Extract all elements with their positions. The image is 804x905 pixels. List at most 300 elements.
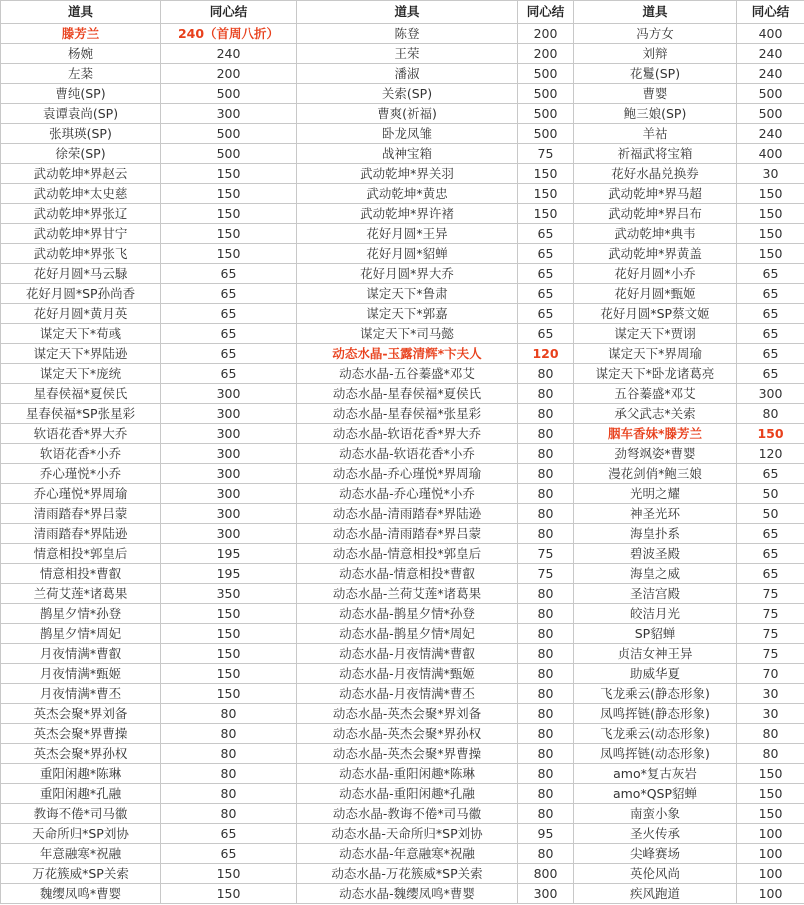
knot-price-col-1: 150 — [161, 864, 297, 884]
item-name-col-3: 武动乾坤*典韦 — [574, 224, 737, 244]
table-row — [1, 764, 804, 784]
item-name-col-3: 花好月圆*小乔 — [574, 264, 737, 284]
table-row — [1, 504, 804, 524]
item-name-col-2: 动态水晶-月夜情满*甄姬 — [297, 664, 518, 684]
item-name-col-1: 花好月圆*马云騄 — [1, 264, 161, 284]
table-row — [1, 104, 804, 124]
item-name-col-1: 英杰会聚*界曹操 — [1, 724, 161, 744]
knot-price-col-2: 80 — [518, 524, 574, 544]
item-name-col-3: 神圣光环 — [574, 504, 737, 524]
knot-price-col-2: 80 — [518, 784, 574, 804]
item-name-col-3: 海皇之威 — [574, 564, 737, 584]
item-name-col-1: 左棻 — [1, 64, 161, 84]
knot-price-col-1: 80 — [161, 804, 297, 824]
knot-price-col-2: 120 — [518, 344, 574, 364]
knot-price-col-3: 150 — [737, 764, 804, 784]
knot-price-col-2: 150 — [518, 204, 574, 224]
knot-price-col-3: 150 — [737, 784, 804, 804]
item-name-col-2: 动态水晶-天命所归*SP刘协 — [297, 824, 518, 844]
knot-price-col-1: 65 — [161, 344, 297, 364]
knot-price-col-1: 65 — [161, 284, 297, 304]
table-row — [1, 224, 804, 244]
table-row — [1, 364, 804, 384]
knot-price-col-3: 65 — [737, 524, 804, 544]
header-knot-col-1: 同心结 — [161, 1, 297, 24]
knot-price-col-3: 65 — [737, 464, 804, 484]
knot-price-col-3: 75 — [737, 644, 804, 664]
item-name-col-2: 动态水晶-重阳闲趣*孔融 — [297, 784, 518, 804]
item-name-col-1: 星春侯福*SP张星彩 — [1, 404, 161, 424]
table-row — [1, 264, 804, 284]
knot-price-col-1: 150 — [161, 644, 297, 664]
item-name-col-1: 武动乾坤*界赵云 — [1, 164, 161, 184]
item-name-col-2: 陈登 — [297, 24, 518, 44]
knot-price-col-3: 240 — [737, 44, 804, 64]
item-name-col-1: 武动乾坤*界张辽 — [1, 204, 161, 224]
item-name-col-2: 动态水晶-情意相投*曹叡 — [297, 564, 518, 584]
item-name-col-1: 乔心瑾悦*小乔 — [1, 464, 161, 484]
header-item-col-1: 道具 — [1, 1, 161, 24]
item-name-col-3: amo*QSP貂蝉 — [574, 784, 737, 804]
table-row — [1, 844, 804, 864]
item-name-col-2: 花好月圆*界大乔 — [297, 264, 518, 284]
item-name-col-2: 卧龙凤雏 — [297, 124, 518, 144]
knot-price-col-2: 75 — [518, 544, 574, 564]
knot-price-col-2: 500 — [518, 104, 574, 124]
knot-price-col-2: 65 — [518, 264, 574, 284]
knot-price-col-3: 300 — [737, 384, 804, 404]
knot-price-col-2: 80 — [518, 384, 574, 404]
item-name-col-1: 英杰会聚*界刘备 — [1, 704, 161, 724]
knot-price-col-1: 200 — [161, 64, 297, 84]
knot-price-col-3: 65 — [737, 344, 804, 364]
item-name-col-2: 潘淑 — [297, 64, 518, 84]
item-name-col-2: 动态水晶-清雨踏春*界吕蒙 — [297, 524, 518, 544]
item-name-col-3: 凤鸣挥链(动态形象) — [574, 744, 737, 764]
item-name-col-1: 武动乾坤*界张飞 — [1, 244, 161, 264]
knot-price-col-3: 500 — [737, 84, 804, 104]
item-name-col-3: 武动乾坤*界吕布 — [574, 204, 737, 224]
item-name-col-2: 动态水晶-五谷蓁盛*邓艾 — [297, 364, 518, 384]
item-name-col-2: 动态水晶-鹊星夕情*周妃 — [297, 624, 518, 644]
knot-price-col-3: 75 — [737, 584, 804, 604]
header-item-col-3: 道具 — [574, 1, 737, 24]
knot-price-col-2: 80 — [518, 724, 574, 744]
table-row — [1, 864, 804, 884]
knot-price-col-2: 80 — [518, 444, 574, 464]
item-name-col-3: 武动乾坤*界黄盖 — [574, 244, 737, 264]
table-row — [1, 704, 804, 724]
item-name-col-3: 英伦风尚 — [574, 864, 737, 884]
item-name-col-1: 天命所归*SP刘协 — [1, 824, 161, 844]
knot-price-col-2: 75 — [518, 144, 574, 164]
item-name-col-1: 年意融寒*祝融 — [1, 844, 161, 864]
knot-price-col-3: 65 — [737, 544, 804, 564]
knot-price-col-1: 195 — [161, 544, 297, 564]
item-name-col-3: 飞龙乘云(静态形象) — [574, 684, 737, 704]
item-name-col-2: 动态水晶-软语花香*界大乔 — [297, 424, 518, 444]
table-row — [1, 304, 804, 324]
knot-price-col-3: 80 — [737, 724, 804, 744]
knot-price-col-2: 80 — [518, 364, 574, 384]
knot-price-col-1: 300 — [161, 484, 297, 504]
knot-price-col-2: 80 — [518, 644, 574, 664]
item-name-col-1: 武动乾坤*太史慈 — [1, 184, 161, 204]
item-name-col-2: 武动乾坤*界许褚 — [297, 204, 518, 224]
item-name-col-3: 尖峰赛场 — [574, 844, 737, 864]
knot-price-col-3: 100 — [737, 884, 804, 904]
item-name-col-1: 曹纯(SP) — [1, 84, 161, 104]
knot-price-col-1: 150 — [161, 224, 297, 244]
item-name-col-3: 凤鸣挥链(静态形象) — [574, 704, 737, 724]
item-name-col-3: 五谷蓁盛*邓艾 — [574, 384, 737, 404]
knot-price-col-2: 500 — [518, 64, 574, 84]
knot-price-col-2: 80 — [518, 484, 574, 504]
item-name-col-1: 滕芳兰 — [1, 24, 161, 44]
knot-price-col-3: 65 — [737, 264, 804, 284]
item-name-col-3: 冯方女 — [574, 24, 737, 44]
knot-price-col-3: 30 — [737, 164, 804, 184]
item-name-col-1: 月夜情满*甄姬 — [1, 664, 161, 684]
knot-price-col-1: 80 — [161, 764, 297, 784]
table-row — [1, 584, 804, 604]
table-row — [1, 284, 804, 304]
item-name-col-1: 武动乾坤*界甘宁 — [1, 224, 161, 244]
item-name-col-3: 祈福武将宝箱 — [574, 144, 737, 164]
header-item-col-2: 道具 — [297, 1, 518, 24]
item-name-col-1: 星春侯福*夏侯氏 — [1, 384, 161, 404]
table-row — [1, 24, 804, 44]
knot-price-col-2: 500 — [518, 84, 574, 104]
knot-price-col-2: 80 — [518, 504, 574, 524]
knot-price-col-2: 150 — [518, 164, 574, 184]
table-row — [1, 624, 804, 644]
knot-price-col-3: 150 — [737, 184, 804, 204]
knot-price-col-1: 150 — [161, 684, 297, 704]
knot-price-col-1: 300 — [161, 504, 297, 524]
item-name-col-3: 胭车香妹*滕芳兰 — [574, 424, 737, 444]
item-name-col-2: 谋定天下*司马懿 — [297, 324, 518, 344]
table-row — [1, 824, 804, 844]
item-name-col-3: 武动乾坤*界马超 — [574, 184, 737, 204]
knot-price-col-2: 65 — [518, 324, 574, 344]
knot-price-col-3: 30 — [737, 704, 804, 724]
knot-price-col-1: 80 — [161, 704, 297, 724]
table-row — [1, 684, 804, 704]
item-name-col-2: 动态水晶-教诲不倦*司马徽 — [297, 804, 518, 824]
knot-price-col-1: 65 — [161, 844, 297, 864]
item-name-col-1: 兰荷艾莲*诸葛果 — [1, 584, 161, 604]
item-name-col-1: 英杰会聚*界孙权 — [1, 744, 161, 764]
item-name-col-2: 动态水晶-情意相投*郭皇后 — [297, 544, 518, 564]
knot-price-col-2: 300 — [518, 884, 574, 904]
table-row — [1, 464, 804, 484]
knot-price-col-2: 80 — [518, 584, 574, 604]
item-name-col-3: 曹婴 — [574, 84, 737, 104]
item-name-col-3: 海皇扑系 — [574, 524, 737, 544]
item-name-col-1: 张琪瑛(SP) — [1, 124, 161, 144]
item-name-col-2: 谋定天下*郭嘉 — [297, 304, 518, 324]
item-name-col-2: 花好月圆*貂蝉 — [297, 244, 518, 264]
table-row — [1, 84, 804, 104]
knot-price-col-2: 80 — [518, 764, 574, 784]
table-row — [1, 884, 804, 904]
item-name-col-1: 魏缨凤鸣*曹婴 — [1, 884, 161, 904]
item-name-col-3: 疾风跑道 — [574, 884, 737, 904]
item-name-col-2: 动态水晶-软语花香*小乔 — [297, 444, 518, 464]
item-name-col-1: 鹊星夕情*周妃 — [1, 624, 161, 644]
knot-price-col-1: 240 — [161, 44, 297, 64]
knot-price-col-1: 150 — [161, 164, 297, 184]
item-name-col-3: 光明之耀 — [574, 484, 737, 504]
item-name-col-1: 袁谭袁尚(SP) — [1, 104, 161, 124]
item-name-col-1: 情意相投*曹叡 — [1, 564, 161, 584]
table-row — [1, 524, 804, 544]
knot-price-col-2: 80 — [518, 404, 574, 424]
knot-price-col-1: 65 — [161, 324, 297, 344]
knot-price-col-3: 150 — [737, 244, 804, 264]
knot-price-col-3: 400 — [737, 24, 804, 44]
knot-price-col-1: 300 — [161, 424, 297, 444]
item-name-col-1: 谋定天下*庞统 — [1, 364, 161, 384]
knot-price-col-2: 150 — [518, 184, 574, 204]
item-name-col-3: 圣洁宫殿 — [574, 584, 737, 604]
knot-price-col-1: 300 — [161, 104, 297, 124]
knot-price-col-3: 80 — [737, 744, 804, 764]
table-row — [1, 544, 804, 564]
knot-price-col-2: 80 — [518, 704, 574, 724]
knot-price-col-3: 240 — [737, 64, 804, 84]
item-name-col-1: 软语花香*界大乔 — [1, 424, 161, 444]
knot-price-col-1: 150 — [161, 884, 297, 904]
item-name-col-3: 刘辩 — [574, 44, 737, 64]
item-name-col-3: 鲍三娘(SP) — [574, 104, 737, 124]
item-name-col-3: 花鬘(SP) — [574, 64, 737, 84]
item-name-col-2: 动态水晶-星春侯福*张星彩 — [297, 404, 518, 424]
knot-price-col-3: 65 — [737, 564, 804, 584]
knot-price-col-1: 240（首周八折） — [161, 24, 297, 44]
table-row — [1, 404, 804, 424]
knot-price-col-3: 65 — [737, 284, 804, 304]
header-knot-col-3: 同心结 — [737, 1, 804, 24]
knot-price-col-2: 80 — [518, 744, 574, 764]
knot-price-col-2: 80 — [518, 684, 574, 704]
knot-price-col-1: 300 — [161, 444, 297, 464]
knot-price-col-2: 80 — [518, 424, 574, 444]
item-name-col-1: 谋定天下*荀彧 — [1, 324, 161, 344]
knot-price-col-3: 150 — [737, 804, 804, 824]
item-name-col-1: 清雨踏春*界吕蒙 — [1, 504, 161, 524]
table-row — [1, 564, 804, 584]
knot-price-col-1: 65 — [161, 264, 297, 284]
knot-price-col-2: 80 — [518, 844, 574, 864]
table-row — [1, 744, 804, 764]
knot-price-col-3: 65 — [737, 324, 804, 344]
knot-price-col-3: 100 — [737, 824, 804, 844]
item-name-col-2: 动态水晶-英杰会聚*界孙权 — [297, 724, 518, 744]
table-row — [1, 184, 804, 204]
item-name-col-3: 花好月圆*甄姬 — [574, 284, 737, 304]
knot-price-col-1: 150 — [161, 624, 297, 644]
knot-price-col-1: 80 — [161, 724, 297, 744]
item-name-col-3: 南蛮小象 — [574, 804, 737, 824]
knot-price-col-1: 300 — [161, 384, 297, 404]
table-row — [1, 664, 804, 684]
item-name-col-2: 动态水晶-兰荷艾莲*诸葛果 — [297, 584, 518, 604]
table-row — [1, 324, 804, 344]
knot-price-col-3: 150 — [737, 424, 804, 444]
item-name-col-1: 软语花香*小乔 — [1, 444, 161, 464]
knot-price-col-1: 500 — [161, 124, 297, 144]
item-name-col-2: 武动乾坤*界关羽 — [297, 164, 518, 184]
knot-price-col-1: 500 — [161, 144, 297, 164]
item-name-col-1: 花好月圆*SP孙尚香 — [1, 284, 161, 304]
table-row — [1, 144, 804, 164]
item-name-col-3: 贞洁女神王异 — [574, 644, 737, 664]
table-row — [1, 604, 804, 624]
item-name-col-1: 鹊星夕情*孙登 — [1, 604, 161, 624]
knot-price-col-3: 150 — [737, 224, 804, 244]
knot-price-col-1: 150 — [161, 604, 297, 624]
knot-price-col-2: 65 — [518, 244, 574, 264]
knot-price-col-3: 50 — [737, 504, 804, 524]
table-row — [1, 64, 804, 84]
table-row — [1, 244, 804, 264]
knot-price-col-2: 80 — [518, 464, 574, 484]
knot-price-col-2: 95 — [518, 824, 574, 844]
item-name-col-1: 月夜情满*曹丕 — [1, 684, 161, 704]
knot-price-col-1: 150 — [161, 204, 297, 224]
item-name-col-2: 战神宝箱 — [297, 144, 518, 164]
knot-price-col-2: 800 — [518, 864, 574, 884]
table-row — [1, 484, 804, 504]
header-knot-col-2: 同心结 — [518, 1, 574, 24]
item-name-col-3: 皎洁月光 — [574, 604, 737, 624]
knot-price-col-1: 65 — [161, 824, 297, 844]
knot-price-col-3: 100 — [737, 864, 804, 884]
item-name-col-2: 动态水晶-年意融寒*祝融 — [297, 844, 518, 864]
item-name-col-2: 动态水晶-月夜情满*曹叡 — [297, 644, 518, 664]
header-row — [1, 1, 804, 24]
item-name-col-2: 关索(SP) — [297, 84, 518, 104]
item-name-col-2: 动态水晶-星春侯福*夏侯氏 — [297, 384, 518, 404]
knot-price-col-3: 400 — [737, 144, 804, 164]
item-name-col-2: 动态水晶-重阳闲趣*陈琳 — [297, 764, 518, 784]
item-name-col-1: 杨婉 — [1, 44, 161, 64]
item-name-col-1: 徐荣(SP) — [1, 144, 161, 164]
knot-price-col-2: 80 — [518, 664, 574, 684]
knot-price-col-1: 300 — [161, 404, 297, 424]
item-name-col-1: 乔心瑾悦*界周瑜 — [1, 484, 161, 504]
table-body — [1, 24, 804, 904]
knot-price-col-3: 65 — [737, 304, 804, 324]
knot-price-col-1: 195 — [161, 564, 297, 584]
knot-price-col-3: 70 — [737, 664, 804, 684]
knot-price-col-1: 300 — [161, 464, 297, 484]
knot-price-col-2: 80 — [518, 804, 574, 824]
table-row — [1, 804, 804, 824]
item-name-col-3: 承父武志*关索 — [574, 404, 737, 424]
item-name-col-2: 王荣 — [297, 44, 518, 64]
item-name-col-3: 碧波圣殿 — [574, 544, 737, 564]
item-name-col-2: 动态水晶-鹊星夕情*孙登 — [297, 604, 518, 624]
knot-price-col-2: 500 — [518, 124, 574, 144]
table-row — [1, 204, 804, 224]
table-row — [1, 164, 804, 184]
knot-price-col-3: 100 — [737, 844, 804, 864]
knot-price-col-3: 120 — [737, 444, 804, 464]
item-name-col-3: 羊祜 — [574, 124, 737, 144]
item-name-col-3: 飞龙乘云(动态形象) — [574, 724, 737, 744]
knot-price-col-1: 65 — [161, 364, 297, 384]
knot-price-col-2: 65 — [518, 284, 574, 304]
table-row — [1, 444, 804, 464]
item-name-col-1: 谋定天下*界陆逊 — [1, 344, 161, 364]
knot-price-col-1: 150 — [161, 664, 297, 684]
knot-price-col-3: 75 — [737, 624, 804, 644]
knot-price-col-3: 50 — [737, 484, 804, 504]
item-name-col-3: 花好月圆*SP蔡文姬 — [574, 304, 737, 324]
knot-price-col-2: 65 — [518, 304, 574, 324]
item-name-col-3: 谋定天下*界周瑜 — [574, 344, 737, 364]
knot-price-col-3: 240 — [737, 124, 804, 144]
knot-price-col-2: 200 — [518, 24, 574, 44]
knot-price-col-3: 75 — [737, 604, 804, 624]
item-name-col-2: 武动乾坤*黄忠 — [297, 184, 518, 204]
item-name-col-3: 圣火传承 — [574, 824, 737, 844]
knot-price-col-2: 200 — [518, 44, 574, 64]
item-name-col-2: 曹爽(祈福) — [297, 104, 518, 124]
item-name-col-2: 动态水晶-乔心瑾悦*小乔 — [297, 484, 518, 504]
item-name-col-3: 花好水晶兑换券 — [574, 164, 737, 184]
item-name-col-1: 教诲不倦*司马徽 — [1, 804, 161, 824]
knot-price-col-1: 500 — [161, 84, 297, 104]
knot-price-col-2: 65 — [518, 224, 574, 244]
item-name-col-1: 月夜情满*曹叡 — [1, 644, 161, 664]
table-row — [1, 344, 804, 364]
item-name-col-2: 动态水晶-玉露清辉*卞夫人 — [297, 344, 518, 364]
item-name-col-1: 清雨踏春*界陆逊 — [1, 524, 161, 544]
knot-price-col-1: 65 — [161, 304, 297, 324]
item-name-col-3: amo*复古灰岩 — [574, 764, 737, 784]
knot-price-col-1: 80 — [161, 784, 297, 804]
item-name-col-1: 花好月圆*黄月英 — [1, 304, 161, 324]
knot-price-col-1: 350 — [161, 584, 297, 604]
knot-price-col-3: 500 — [737, 104, 804, 124]
knot-price-col-1: 300 — [161, 524, 297, 544]
item-name-col-2: 动态水晶-月夜情满*曹丕 — [297, 684, 518, 704]
item-name-col-2: 动态水晶-万花簇威*SP关索 — [297, 864, 518, 884]
knot-price-col-1: 150 — [161, 184, 297, 204]
knot-price-col-3: 30 — [737, 684, 804, 704]
item-name-col-2: 动态水晶-清雨踏春*界陆逊 — [297, 504, 518, 524]
item-name-col-3: SP貂蝉 — [574, 624, 737, 644]
table-row — [1, 424, 804, 444]
item-name-col-2: 动态水晶-英杰会聚*界曹操 — [297, 744, 518, 764]
table-row — [1, 124, 804, 144]
item-name-col-2: 动态水晶-乔心瑾悦*界周瑜 — [297, 464, 518, 484]
knot-price-col-3: 65 — [737, 364, 804, 384]
item-name-col-1: 情意相投*郭皇后 — [1, 544, 161, 564]
table-row — [1, 44, 804, 64]
item-name-col-1: 万花簇威*SP关索 — [1, 864, 161, 884]
item-name-col-2: 谋定天下*鲁肃 — [297, 284, 518, 304]
knot-price-col-2: 75 — [518, 564, 574, 584]
item-name-col-2: 动态水晶-英杰会聚*界刘备 — [297, 704, 518, 724]
knot-price-col-2: 80 — [518, 604, 574, 624]
item-name-col-1: 重阳闲趣*陈琳 — [1, 764, 161, 784]
knot-price-col-3: 150 — [737, 204, 804, 224]
